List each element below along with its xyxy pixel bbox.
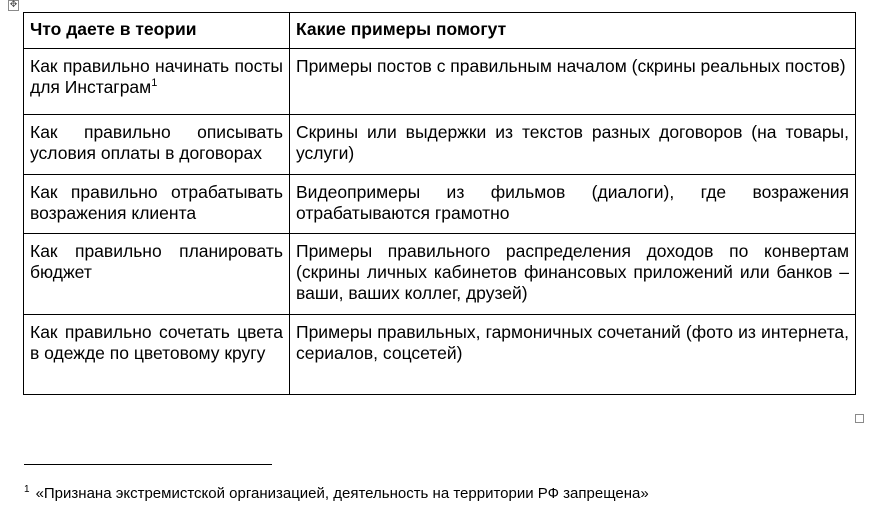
header-examples: Какие примеры помогут <box>290 13 856 49</box>
footnote <box>24 484 649 503</box>
footnote-reference[interactable]: 1 <box>151 77 158 90</box>
footnote-separator <box>24 464 272 465</box>
table-row <box>24 49 856 115</box>
theory-cell: Как правильно планировать бюджет <box>24 234 290 315</box>
examples-cell: Примеры постов с правильным началом (скрины реальных постов) <box>290 49 856 115</box>
examples-cell: Примеры правильного распределения доходов по конвертам (скрины личных кабинетов финансовых приложений или банков – ваши, ваших коллег, друзей) <box>290 234 856 315</box>
table-resize-handle[interactable] <box>855 414 864 423</box>
footnote-number: 1 <box>24 484 30 495</box>
table-row <box>24 234 856 315</box>
examples-cell: Примеры правильных, гармоничных сочетаний (фото из интернета, сериалов, соцсетей) <box>290 315 856 395</box>
table-move-handle-icon[interactable]: ✥ <box>9 0 18 10</box>
comparison-table <box>23 12 856 395</box>
table-row <box>24 175 856 234</box>
theory-text: Как правильно начинать посты для Инстаграм <box>30 56 283 97</box>
table-header-row <box>24 13 856 49</box>
examples-cell: Видеопримеры из фильмов (диалоги), где возражения отрабатываются грамотно <box>290 175 856 234</box>
examples-cell: Скрины или выдержки из текстов разных договоров (на товары, услуги) <box>290 115 856 175</box>
theory-cell <box>24 49 290 115</box>
header-theory: Что даете в теории <box>24 13 290 49</box>
table-row <box>24 115 856 175</box>
theory-cell: Как правильно сочетать цвета в одежде по цветовому кругу <box>24 315 290 395</box>
theory-cell: Как правильно описывать условия оплаты в договорах <box>24 115 290 175</box>
table-row <box>24 315 856 395</box>
footnote-text: «Признана экстремистской организацией, деятельность на территории РФ запрещена» <box>35 485 649 502</box>
theory-cell: Как правильно отрабатывать возражения клиента <box>24 175 290 234</box>
